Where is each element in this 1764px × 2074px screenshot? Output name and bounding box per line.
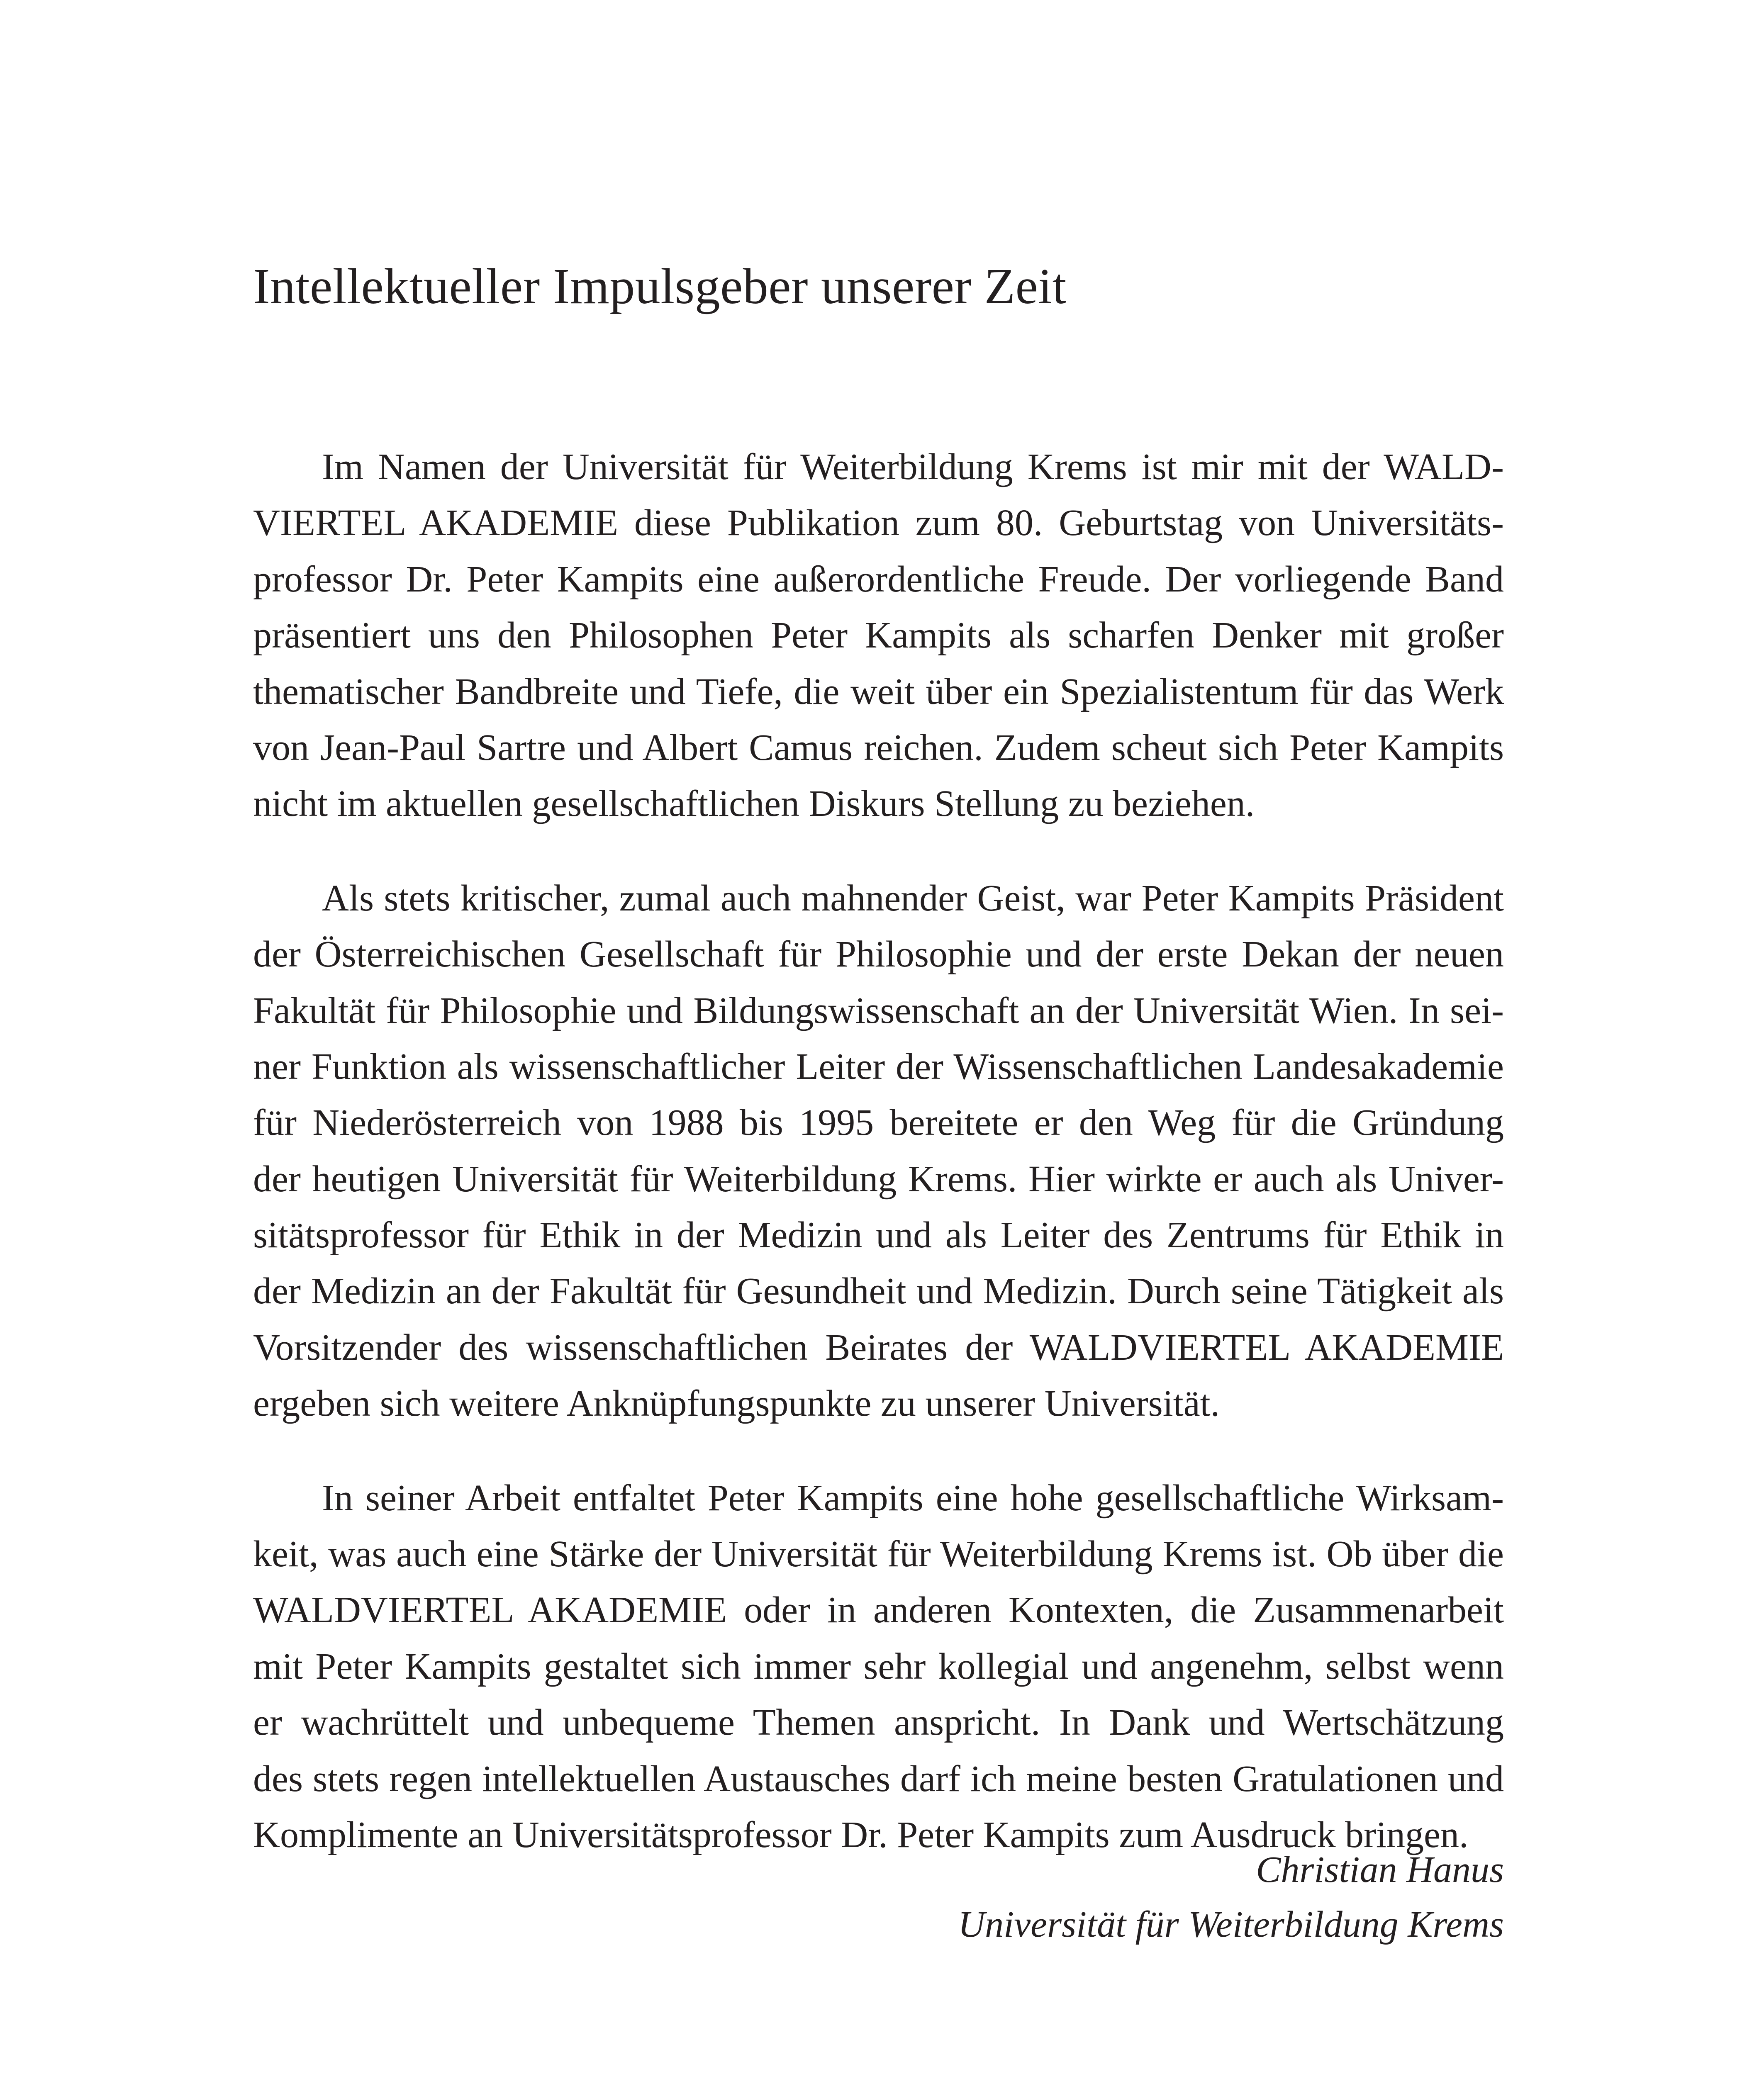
text-line: präsentiert uns den Philosophen Peter Kampits als scharfen Denker mit großer (253, 615, 1504, 656)
signature-affiliation: Universität für Weiterbildung Krems (958, 1904, 1504, 1945)
text-line: thematischer Bandbreite und Tiefe, die weit über ein Spezialistentum für das Werk (253, 671, 1504, 712)
signature-name: Christian Hanus (1256, 1849, 1504, 1890)
text-line: professor Dr. Peter Kampits eine außerordentliche Freude. Der vorliegende Band (253, 558, 1504, 600)
text-line: keit, was auch eine Stärke der Universität für Weiterbildung Krems ist. Ob über die (253, 1534, 1504, 1575)
paragraph-3 (253, 1470, 1504, 1863)
paragraph-2 (253, 870, 1504, 1432)
text-line: für Niederösterreich von 1988 bis 1995 bereitete er den Weg für die Gründung (253, 1102, 1504, 1144)
text-line: WALDVIERTEL AKADEMIE oder in anderen Kontexten, die Zusammenarbeit (253, 1590, 1504, 1631)
text-line: Komplimente an Universitätsprofessor Dr. Peter Kampits zum Ausdruck bringen. (253, 1814, 1469, 1855)
text-line: nicht im aktuellen gesellschaftlichen Diskurs Stellung zu beziehen. (253, 783, 1255, 825)
page-title: Intellektueller Impulsgeber unserer Zeit (253, 258, 1067, 314)
text-line: der Medizin an der Fakultät für Gesundheit und Medizin. Durch seine Tätigkeit als (253, 1271, 1504, 1312)
text-line: sitätsprofessor für Ethik in der Medizin und als Leiter des Zentrums für Ethik in (253, 1215, 1504, 1256)
text-line: von Jean-Paul Sartre und Albert Camus reichen. Zudem scheut sich Peter Kampits (253, 727, 1504, 768)
text-line: der heutigen Universität für Weiterbildung Krems. Hier wirkte er auch als Univer- (253, 1158, 1504, 1200)
text-line: er wachrüttelt und unbequeme Themen anspricht. In Dank und Wertschätzung (253, 1702, 1504, 1743)
text-line: Als stets kritischer, zumal auch mahnender Geist, war Peter Kampits Präsident (322, 877, 1504, 919)
body-text (253, 439, 1504, 1901)
text-line: In seiner Arbeit entfaltet Peter Kampits eine hohe gesellschaftliche Wirksam- (322, 1477, 1504, 1519)
text-line: VIERTEL AKADEMIE diese Publikation zum 80. Geburtstag von Universitäts- (253, 502, 1504, 544)
text-line: ergeben sich weitere Anknüpfungspunkte zu unserer Universität. (253, 1383, 1220, 1424)
signature-block (958, 1843, 1504, 1952)
text-line: Fakultät für Philosophie und Bildungswissenschaft an der Universität Wien. In sei- (253, 990, 1504, 1031)
text-line: des stets regen intellektuellen Austausches darf ich meine besten Gratulationen und (253, 1758, 1504, 1799)
paragraph-1 (253, 439, 1504, 832)
text-line: Vorsitzender des wissenschaftlichen Beirates der WALDVIERTEL AKADEMIE (253, 1327, 1504, 1368)
text-line: Im Namen der Universität für Weiterbildung Krems ist mir mit der WALD- (322, 446, 1504, 487)
text-line: der Österreichischen Gesellschaft für Philosophie und der erste Dekan der neuen (253, 934, 1504, 975)
text-line: mit Peter Kampits gestaltet sich immer sehr kollegial und angenehm, selbst wenn (253, 1646, 1504, 1687)
text-line: ner Funktion als wissenschaftlicher Leiter der Wissenschaftlichen Landesakademie (253, 1046, 1504, 1087)
